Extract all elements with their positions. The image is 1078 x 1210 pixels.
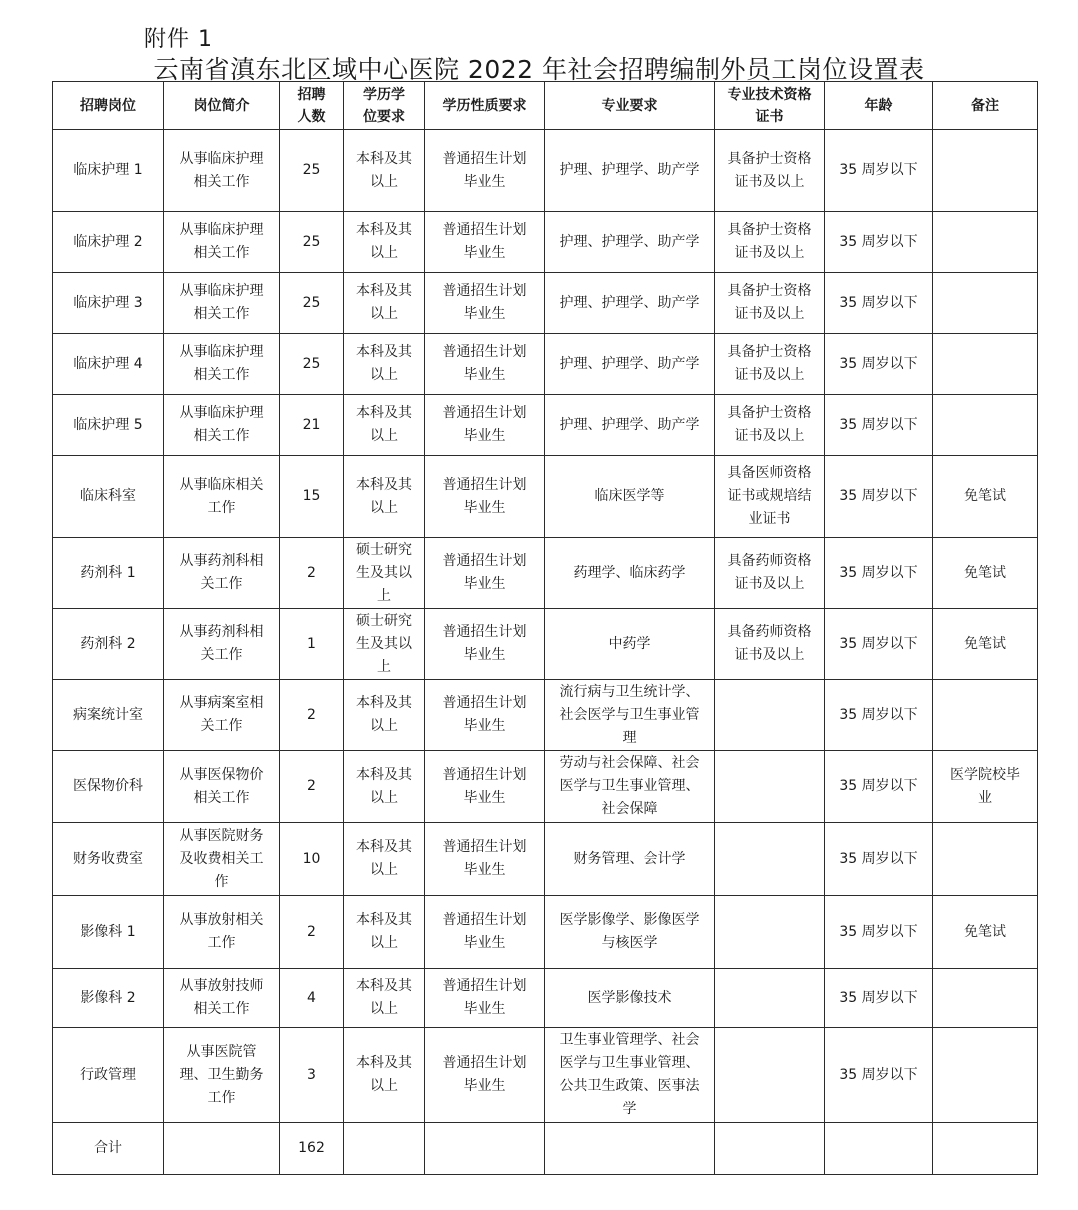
table-cell [715, 1123, 825, 1175]
table-cell: 临床护理 4 [53, 334, 164, 395]
table-cell: 从事临床护理相关工作 [164, 130, 280, 212]
table-cell: 普通招生计划毕业生 [425, 823, 545, 896]
table-cell [933, 680, 1038, 751]
table-cell [933, 212, 1038, 273]
table-cell: 普通招生计划毕业生 [425, 395, 545, 456]
table-cell: 25 [280, 334, 344, 395]
table-cell [715, 751, 825, 823]
table-cell: 财务管理、会计学 [545, 823, 715, 896]
table-row [53, 334, 1038, 395]
table-cell: 护理、护理学、助产学 [545, 212, 715, 273]
table-cell: 2 [280, 680, 344, 751]
table-row [53, 130, 1038, 212]
table-cell: 从事临床护理相关工作 [164, 212, 280, 273]
table-cell: 医保物价科 [53, 751, 164, 823]
table-cell: 临床护理 3 [53, 273, 164, 334]
table-row [53, 896, 1038, 969]
table-cell: 35 周岁以下 [825, 1028, 933, 1123]
table-cell: 普通招生计划毕业生 [425, 538, 545, 609]
table-cell: 35 周岁以下 [825, 680, 933, 751]
table-cell: 普通招生计划毕业生 [425, 212, 545, 273]
table-cell: 从事医院管理、卫生勤务工作 [164, 1028, 280, 1123]
table-cell: 临床医学等 [545, 456, 715, 538]
table-cell [933, 395, 1038, 456]
table-cell: 25 [280, 130, 344, 212]
table-cell: 医学影像技术 [545, 969, 715, 1028]
table-cell: 本科及其以上 [344, 896, 425, 969]
table-cell: 护理、护理学、助产学 [545, 395, 715, 456]
table-cell [933, 273, 1038, 334]
table-cell [164, 1123, 280, 1175]
table-cell: 具备药师资格证书及以上 [715, 538, 825, 609]
total-row [53, 1123, 1038, 1175]
table-cell: 具备护士资格证书及以上 [715, 334, 825, 395]
table-cell [933, 1123, 1038, 1175]
table-cell: 从事病案室相关工作 [164, 680, 280, 751]
table-cell: 行政管理 [53, 1028, 164, 1123]
table-row [53, 680, 1038, 751]
table-cell [825, 1123, 933, 1175]
table-cell: 从事放射技师相关工作 [164, 969, 280, 1028]
header-cell: 专业技术资格证书 [715, 82, 825, 130]
table-cell: 病案统计室 [53, 680, 164, 751]
table-row [53, 751, 1038, 823]
table-cell [715, 969, 825, 1028]
table-row [53, 395, 1038, 456]
table-cell [715, 896, 825, 969]
table-cell: 35 周岁以下 [825, 538, 933, 609]
header-cell: 招聘人数 [280, 82, 344, 130]
table-cell: 35 周岁以下 [825, 395, 933, 456]
table-cell: 临床科室 [53, 456, 164, 538]
table-cell: 本科及其以上 [344, 823, 425, 896]
table-cell: 普通招生计划毕业生 [425, 680, 545, 751]
table-cell: 药剂科 2 [53, 609, 164, 680]
table-cell: 具备护士资格证书及以上 [715, 212, 825, 273]
table-cell: 从事临床护理相关工作 [164, 273, 280, 334]
table-row [53, 273, 1038, 334]
table-cell: 财务收费室 [53, 823, 164, 896]
table-cell: 免笔试 [933, 896, 1038, 969]
table-cell: 从事放射相关工作 [164, 896, 280, 969]
table-row [53, 969, 1038, 1028]
table-cell: 普通招生计划毕业生 [425, 456, 545, 538]
table-cell: 具备护士资格证书及以上 [715, 395, 825, 456]
table-cell: 本科及其以上 [344, 1028, 425, 1123]
table-cell: 医学院校毕业 [933, 751, 1038, 823]
header-cell: 岗位简介 [164, 82, 280, 130]
table-row [53, 538, 1038, 609]
table-cell: 合计 [53, 1123, 164, 1175]
attachment-label: 附件 1 [144, 27, 213, 52]
table-cell: 药剂科 1 [53, 538, 164, 609]
table-cell: 流行病与卫生统计学、社会医学与卫生事业管理 [545, 680, 715, 751]
table-cell: 本科及其以上 [344, 969, 425, 1028]
table-cell: 25 [280, 273, 344, 334]
table-cell: 临床护理 2 [53, 212, 164, 273]
header-row [53, 82, 1038, 130]
table-cell: 1 [280, 609, 344, 680]
table-cell: 从事药剂科相关工作 [164, 538, 280, 609]
table-cell: 从事临床护理相关工作 [164, 334, 280, 395]
table-cell: 2 [280, 538, 344, 609]
header-cell: 学历性质要求 [425, 82, 545, 130]
table-cell: 35 周岁以下 [825, 751, 933, 823]
table-cell: 35 周岁以下 [825, 130, 933, 212]
table-cell: 具备护士资格证书及以上 [715, 130, 825, 212]
table-cell: 医学影像学、影像医学与核医学 [545, 896, 715, 969]
table-cell: 2 [280, 896, 344, 969]
table-cell: 本科及其以上 [344, 395, 425, 456]
table-cell: 中药学 [545, 609, 715, 680]
table-cell: 劳动与社会保障、社会医学与卫生事业管理、社会保障 [545, 751, 715, 823]
table-cell: 硕士研究生及其以上 [344, 538, 425, 609]
table-cell: 普通招生计划毕业生 [425, 896, 545, 969]
table-cell [344, 1123, 425, 1175]
table-cell: 本科及其以上 [344, 130, 425, 212]
document-title: 云南省滇东北区域中心医院 2022 年社会招聘编制外员工岗位设置表 [153, 55, 925, 84]
table-cell: 本科及其以上 [344, 334, 425, 395]
recruitment-table [52, 81, 1038, 1175]
table-cell: 2 [280, 751, 344, 823]
table-cell: 影像科 2 [53, 969, 164, 1028]
table-cell: 35 周岁以下 [825, 212, 933, 273]
table-cell: 4 [280, 969, 344, 1028]
header-cell: 学历学位要求 [344, 82, 425, 130]
table-cell: 硕士研究生及其以上 [344, 609, 425, 680]
table-cell: 护理、护理学、助产学 [545, 273, 715, 334]
table-cell: 卫生事业管理学、社会医学与卫生事业管理、公共卫生政策、医事法学 [545, 1028, 715, 1123]
table-cell: 从事临床相关工作 [164, 456, 280, 538]
table-cell: 从事医保物价相关工作 [164, 751, 280, 823]
table-cell: 普通招生计划毕业生 [425, 273, 545, 334]
table-cell: 普通招生计划毕业生 [425, 751, 545, 823]
table-cell: 21 [280, 395, 344, 456]
table-cell: 从事临床护理相关工作 [164, 395, 280, 456]
table-row [53, 609, 1038, 680]
table-cell: 普通招生计划毕业生 [425, 130, 545, 212]
table-row [53, 456, 1038, 538]
table-cell: 35 周岁以下 [825, 456, 933, 538]
table-cell [933, 1028, 1038, 1123]
table-cell: 本科及其以上 [344, 751, 425, 823]
table-cell: 从事医院财务及收费相关工作 [164, 823, 280, 896]
table-cell: 免笔试 [933, 456, 1038, 538]
table-cell: 普通招生计划毕业生 [425, 969, 545, 1028]
table-cell [933, 334, 1038, 395]
table-row [53, 212, 1038, 273]
table-cell: 影像科 1 [53, 896, 164, 969]
table-cell: 10 [280, 823, 344, 896]
table-cell: 具备药师资格证书及以上 [715, 609, 825, 680]
table-cell: 35 周岁以下 [825, 969, 933, 1028]
table-cell: 本科及其以上 [344, 456, 425, 538]
table-cell: 162 [280, 1123, 344, 1175]
table-cell: 3 [280, 1028, 344, 1123]
table-cell: 具备护士资格证书及以上 [715, 273, 825, 334]
table-cell: 临床护理 5 [53, 395, 164, 456]
table-cell [715, 680, 825, 751]
table-cell: 35 周岁以下 [825, 334, 933, 395]
table-cell: 本科及其以上 [344, 273, 425, 334]
table-cell [933, 823, 1038, 896]
table-cell [715, 823, 825, 896]
header-cell: 专业要求 [545, 82, 715, 130]
table-cell: 本科及其以上 [344, 212, 425, 273]
table-cell: 普通招生计划毕业生 [425, 609, 545, 680]
table-cell: 35 周岁以下 [825, 896, 933, 969]
table-cell: 免笔试 [933, 538, 1038, 609]
table-cell: 从事药剂科相关工作 [164, 609, 280, 680]
table-cell: 临床护理 1 [53, 130, 164, 212]
table-cell: 35 周岁以下 [825, 823, 933, 896]
table-cell: 药理学、临床药学 [545, 538, 715, 609]
table-cell: 免笔试 [933, 609, 1038, 680]
table-cell: 25 [280, 212, 344, 273]
table-cell: 本科及其以上 [344, 680, 425, 751]
table-cell: 具备医师资格证书或规培结业证书 [715, 456, 825, 538]
header-cell: 年龄 [825, 82, 933, 130]
table-cell: 护理、护理学、助产学 [545, 334, 715, 395]
header-cell: 备注 [933, 82, 1038, 130]
table-cell: 普通招生计划毕业生 [425, 1028, 545, 1123]
table-cell [545, 1123, 715, 1175]
table-cell: 普通招生计划毕业生 [425, 334, 545, 395]
table-cell [425, 1123, 545, 1175]
table-cell: 35 周岁以下 [825, 273, 933, 334]
table-row [53, 823, 1038, 896]
table-cell: 护理、护理学、助产学 [545, 130, 715, 212]
table-cell [715, 1028, 825, 1123]
table-cell: 35 周岁以下 [825, 609, 933, 680]
table-row [53, 1028, 1038, 1123]
table-cell [933, 969, 1038, 1028]
table-cell: 15 [280, 456, 344, 538]
table-cell [933, 130, 1038, 212]
header-cell: 招聘岗位 [53, 82, 164, 130]
